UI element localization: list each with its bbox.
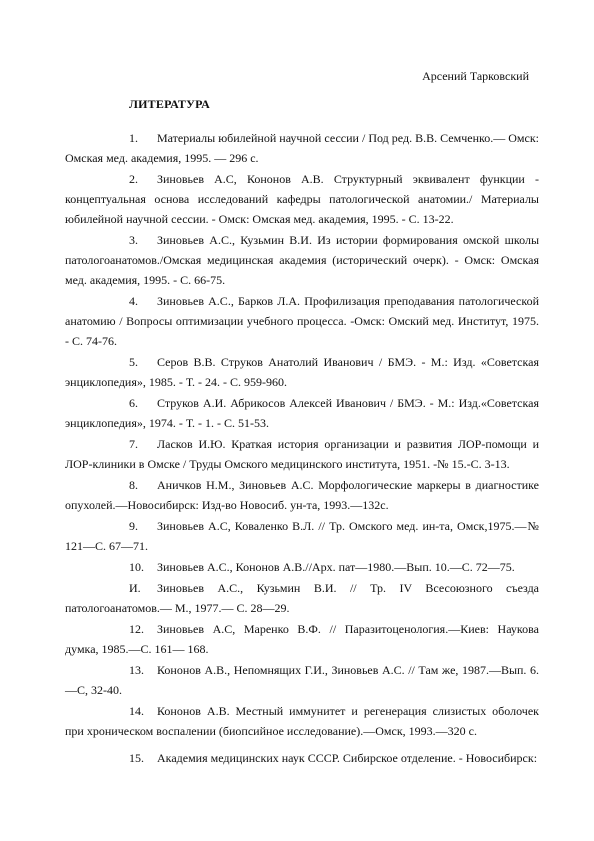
reference-number: 15. — [129, 751, 144, 765]
reference-number: 14. — [129, 704, 144, 718]
reference-item — [65, 291, 539, 351]
reference-text: Зиновьев А.С., Кузьмин В.И. // Тр. IV Всесоюзного съезда патологоанатомов.— М., 1977.— С. 28—29. — [65, 581, 539, 615]
reference-list — [65, 128, 539, 769]
reference-number: 10. — [129, 560, 144, 574]
reference-text: Струков А.И. Абрикосов Алексей Иванович / БМЭ. - М.: Изд.«Советская энциклопедия», 1974. - Т. - 1. - С. 51-53. — [65, 396, 539, 430]
reference-item — [65, 434, 539, 474]
reference-text: Серов В.В. Струков Анатолий Иванович / БМЭ. - М.: Изд. «Советская энциклопедия», 1985. - Т. - 24. - С. 959-960. — [65, 355, 539, 389]
reference-text: Академия медицинских наук СССР. Сибирское отделение. - Новосибирск: — [157, 751, 538, 765]
reference-text: Материалы юбилейной научной сессии / Под ред. В.В. Семченко.— Омск: Омская мед. академия, 1995. — 296 с. — [65, 131, 539, 165]
reference-number: 2. — [129, 172, 138, 186]
reference-number: 7. — [129, 437, 138, 451]
reference-item — [65, 578, 539, 618]
reference-text: Зиновьев А.С, Кононов А.В. Структурный эквивалент функции - концептуальная основа исследований кафедры патологической анатомии./ Материалы юбилейной научной сессии. - Омск: Омская мед. академия, 1995. - С. 13-22. — [65, 172, 539, 226]
reference-text: Зиновьев А.С., Кононов А.В.//Арх. пат—1980.—Вып. 10.—С. 72—75. — [157, 560, 515, 574]
reference-item — [65, 557, 539, 577]
page-title: ЛИТЕРАТУРА — [129, 97, 210, 111]
reference-item — [65, 169, 539, 229]
reference-text: Кононов А.В., Непомнящих Г.И., Зиновьев А.С. // Там же, 1987.—Вып. 6.—С, 32-40. — [65, 663, 539, 697]
reference-item — [65, 393, 539, 433]
reference-number: 9. — [129, 519, 138, 533]
reference-number: 13. — [129, 663, 144, 677]
reference-item — [65, 475, 539, 515]
reference-item — [65, 516, 539, 556]
reference-number: 3. — [129, 233, 138, 247]
reference-number: И. — [129, 581, 141, 595]
reference-text: Зиновьев А.С., Барков Л.А. Профилизация преподавания патологической анатомию / Вопросы оптимизации учебного процесса. -Омск: Омский мед. Институт, 1975. - С. 74-76. — [65, 294, 539, 348]
reference-item — [65, 352, 539, 392]
reference-item — [65, 128, 539, 168]
reference-text: Зиновьев А.С, Маренко В.Ф. // Паразитоценология.—Киев: Наукова думка, 1985.—С. 161— 168. — [65, 622, 539, 656]
reference-number: 5. — [129, 355, 138, 369]
reference-item — [65, 660, 539, 700]
reference-text: Зиновьев А.С, Коваленко В.Л. // Тр. Омского мед. ин-та, Омск,1975.—№ 121—С. 67—71. — [65, 519, 539, 553]
reference-number: 8. — [129, 478, 138, 492]
reference-number: 1. — [129, 131, 138, 145]
reference-text: Аничков Н.М., Зиновьев А.С. Морфологические маркеры в диагностике опухолей.—Новосибирск: Изд-во Новосиб. ун-та, 1993.—132с. — [65, 478, 539, 512]
author-name: Арсений Тарковский — [422, 69, 529, 83]
reference-number: 12. — [129, 622, 144, 636]
reference-item — [65, 230, 539, 290]
reference-item — [65, 701, 539, 741]
reference-text: Кононов А.В. Местный иммунитет и регенерация слизистых оболочек при хроническом воспалении (биопсийное исследование).—Омск, 1993.—320 с. — [65, 704, 539, 738]
reference-item — [65, 619, 539, 659]
reference-text: Ласков И.Ю. Краткая история организации и развития ЛОР-помощи и ЛОР-клиники в Омске / Труды Омского медицинского института, 1951. -№ 15.-С. 3-13. — [65, 437, 539, 471]
reference-number: 4. — [129, 294, 138, 308]
reference-number: 6. — [129, 396, 138, 410]
reference-text: Зиновьев А.С., Кузьмин В.И. Из истории формирования омской школы патологоанатомов./Омская медицинская академия (исторический очерк). - Омск: Омская мед. академия, 1995. - С. 66-75. — [65, 233, 539, 287]
reference-item — [65, 748, 539, 768]
